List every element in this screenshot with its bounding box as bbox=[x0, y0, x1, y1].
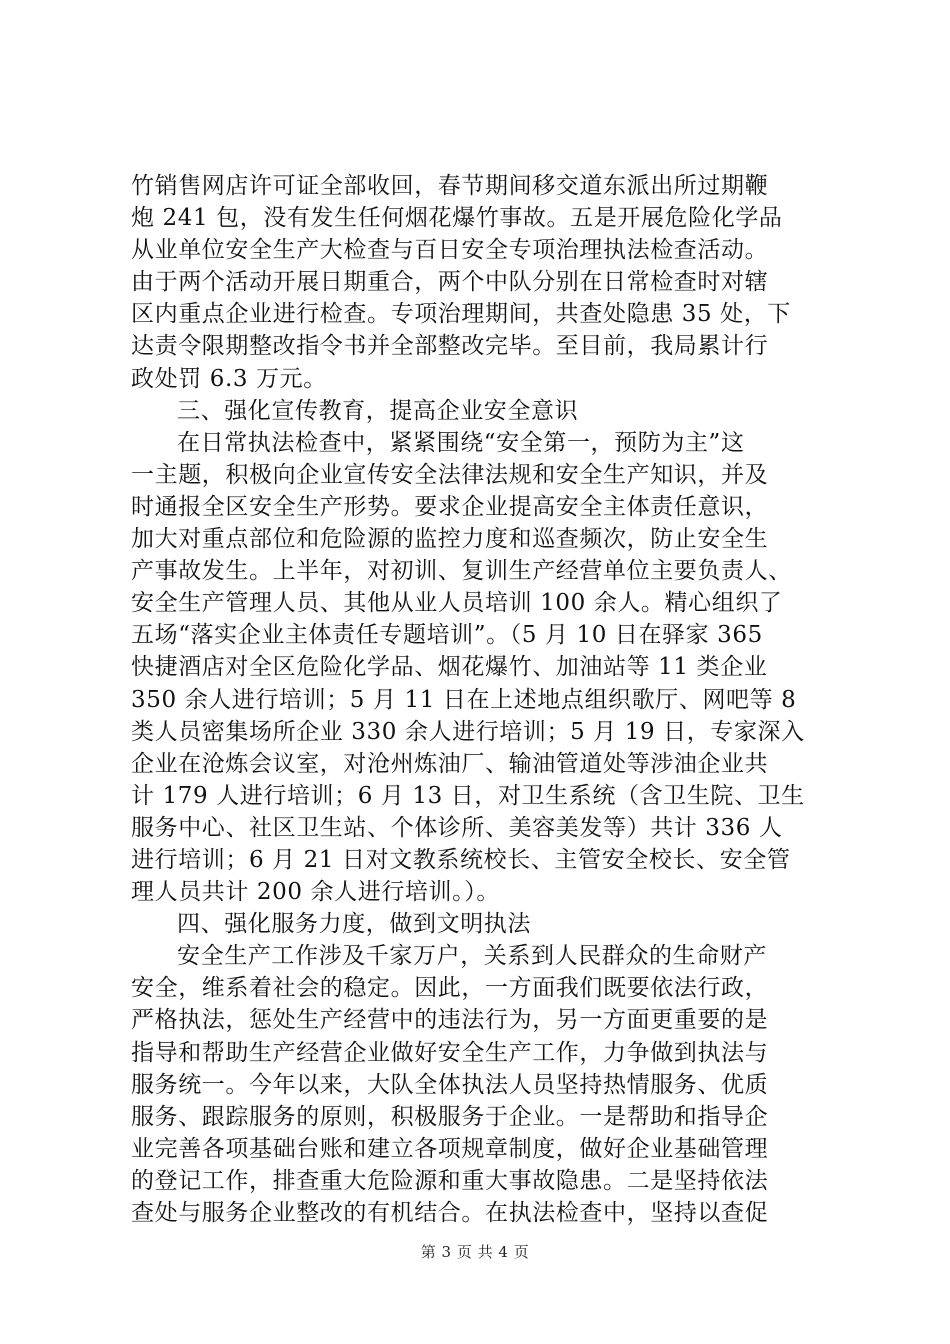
text-line: 安全生产工作涉及千家万户，关系到人民群众的生命财产 bbox=[177, 943, 767, 970]
text-line: 五场“落实企业主体责任专题培训”。（5 月 10 日在驿家 365 bbox=[131, 622, 763, 649]
text-line: 业完善各项基础台账和建立各项规章制度，做好企业基础管理 bbox=[131, 1135, 769, 1162]
text-line: 安全生产管理人员、其他从业人员培训 100 余人。精心组织了 bbox=[131, 590, 783, 617]
text-line: 350 余人进行培训；5 月 11 日在上述地点组织歌厅、网吧等 8 bbox=[131, 686, 797, 713]
text-line: 一主题，积极向企业宣传安全法律法规和安全生产知识，并及 bbox=[131, 461, 769, 488]
text-line: 企业在沧炼会议室，对沧州炼油厂、输油管道处等涉油企业共 bbox=[131, 750, 769, 777]
text-line: 在日常执法检查中，紧紧围绕“安全第一，预防为主”这 bbox=[177, 429, 745, 456]
text-line: 理人员共计 200 余人进行培训。）。 bbox=[131, 879, 500, 906]
text-line: 加大对重点部位和危险源的监控力度和巡查频次，防止安全生 bbox=[131, 526, 769, 553]
text-line: 严格执法，惩处生产经营中的违法行为，另一方面更重要的是 bbox=[131, 1007, 769, 1034]
page-footer: 第 3 页 共 4 页 bbox=[420, 1243, 530, 1261]
text-line: 由于两个活动开展日期重合，两个中队分别在日常检查时对辖 bbox=[131, 269, 769, 296]
text-line: 炮 241 包，没有发生任何烟花爆竹事故。五是开展危险化学品 bbox=[131, 205, 783, 232]
text-line: 时通报全区安全生产形势。要求企业提高安全主体责任意识， bbox=[131, 493, 769, 520]
text-line: 进行培训；6 月 21 日对文教系统校长、主管安全校长、安全管 bbox=[131, 846, 791, 873]
text-line: 类人员密集场所企业 330 余人进行培训；5 月 19 日，专家深入 bbox=[131, 718, 805, 745]
text-line: 指导和帮助生产经营企业做好安全生产工作，力争做到执法与 bbox=[131, 1039, 769, 1066]
text-line: 服务中心、社区卫生站、个体诊所、美容美发等）共计 336 人 bbox=[131, 814, 783, 841]
text-line: 达责令限期整改指令书并全部整改完毕。至目前，我局累计行 bbox=[131, 333, 769, 360]
document-body bbox=[131, 170, 831, 1229]
text-line: 产事故发生。上半年，对初训、复训生产经营单位主要负责人、 bbox=[131, 558, 792, 585]
text-line: 快捷酒店对全区危险化学品、烟花爆竹、加油站等 11 类企业 bbox=[131, 654, 768, 681]
text-line: 安全，维系着社会的稳定。因此，一方面我们既要依法行政， bbox=[131, 975, 769, 1002]
text-line: 竹销售网店许可证全部收回，春节期间移交道东派出所过期鞭 bbox=[131, 173, 769, 199]
text-line: 计 179 人进行培训；6 月 13 日，对卫生系统（含卫生院、卫生 bbox=[131, 782, 805, 809]
text-line: 查处与服务企业整改的有机结合。在执法检查中，坚持以查促 bbox=[131, 1200, 769, 1226]
text-line: 四、强化服务力度，做到文明执法 bbox=[177, 911, 531, 938]
text-line: 三、强化宣传教育，提高企业安全意识 bbox=[177, 397, 579, 424]
text-line: 从业单位安全生产大检查与百日安全专项治理执法检查活动。 bbox=[131, 237, 769, 264]
text-line: 服务、跟踪服务的原则，积极服务于企业。一是帮助和指导企 bbox=[131, 1103, 769, 1130]
text-line: 的登记工作，排查重大危险源和重大事故隐患。二是坚持依法 bbox=[131, 1167, 769, 1194]
text-line: 服务统一。今年以来，大队全体执法人员坚持热情服务、优质 bbox=[131, 1071, 769, 1098]
text-line: 政处罚 6.3 万元。 bbox=[131, 365, 327, 392]
text-line: 区内重点企业进行检查。专项治理期间，共查处隐患 35 处，下 bbox=[131, 301, 791, 328]
